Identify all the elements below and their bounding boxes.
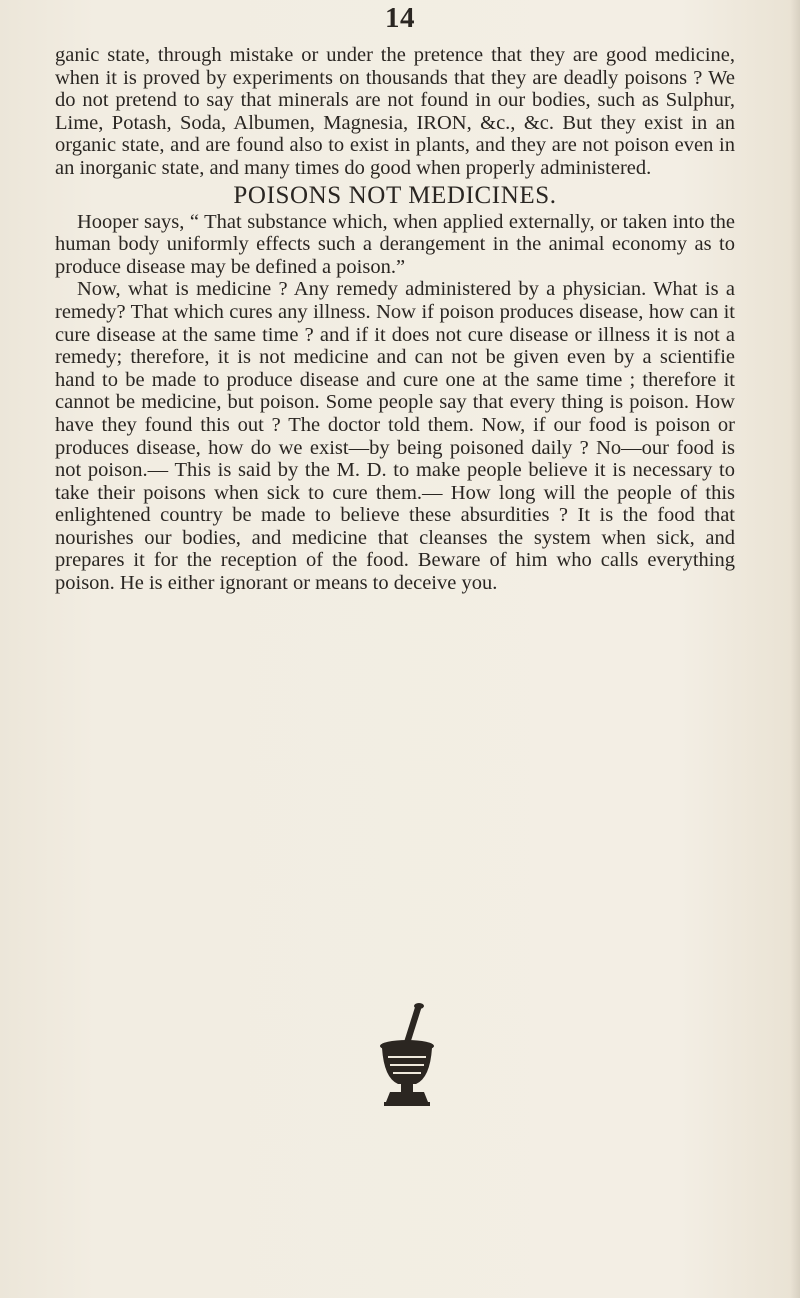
section-heading: POISONS NOT MEDICINES.	[233, 181, 557, 209]
paragraph-hooper-quote: Hooper says, “ That substance which, when applied externally, or taken into the human body uniformly effects such a derangement in the animal economy as to produce disease may be defined a poison.”	[55, 210, 735, 278]
body-text	[55, 44, 735, 595]
page-edge-shadow	[790, 0, 800, 1298]
mortar-and-pestle-icon	[372, 1002, 442, 1108]
page-number: 14	[385, 2, 415, 34]
paragraph-continued: ganic state, through mistake or under the pretence that they are good medicine, when it is proved by experiments on thousands that they are deadly poisons ? We do not pretend to say that minerals are not found in our bodies, such as Sulphur, Lime, Potash, Soda, Albumen, Magnesia, IRON, &c., &c. But they exist in an organic state, and are found also to exist in plants, and they are not poison even in an inorganic state, and many times do good when properly administered.	[55, 44, 735, 179]
paragraph-medicine-remedy: Now, what is medicine ? Any remedy administered by a physician. What is a remedy? That which cures any illness. Now if poison produces disease, how can it cure disease at the same time ? and if it does not cure disease or illness it is not a remedy; therefore, it is not medicine and can not be given even by a scientifie hand to be made to produce disease and cure one at the same time ; therefore it cannot be medicine, but poison. Some people say that every thing is poison. How have they found this out ? The doctor told them. Now, if our food is poison or produces disease, how do we exist—by being poisoned daily ? No—our food is not poison.— This is said by the M. D. to make people believe it is necessary to take their poisons when sick to cure them.— How long will the people of this enlightened country be made to believe these absurdities ? It is the food that nourishes our bodies, and medicine that cleanses the system when sick, and prepares it for the reception of the food. Beware of him who calls everything poison. He is either ignorant or means to deceive you.	[55, 278, 735, 595]
